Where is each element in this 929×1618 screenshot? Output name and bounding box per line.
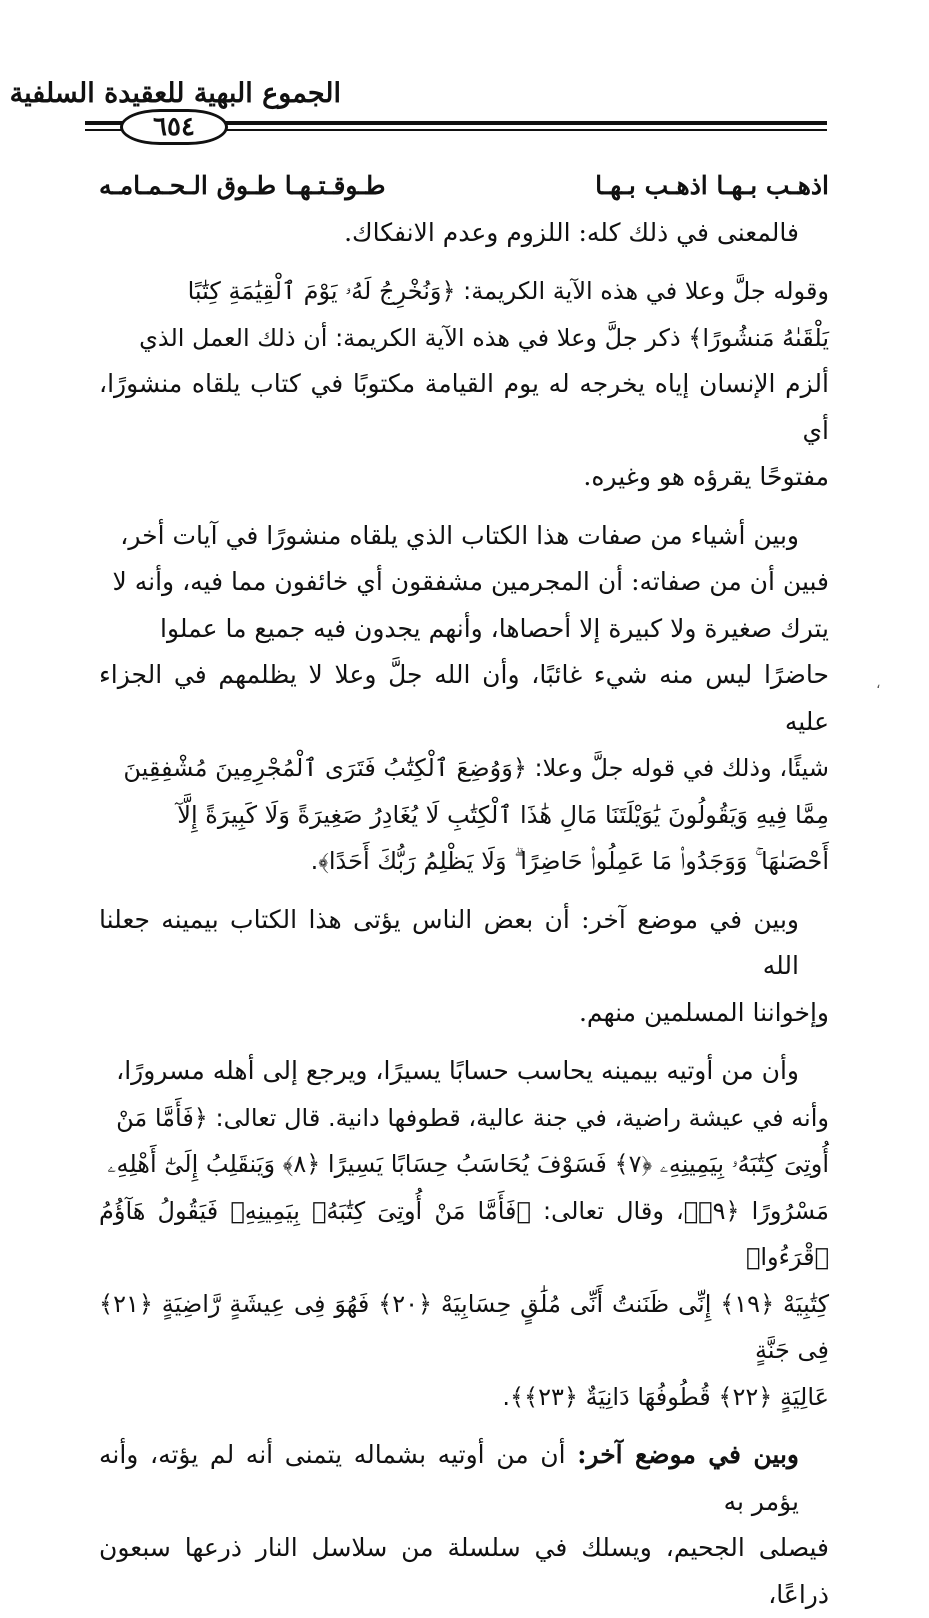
running-header-title: الجموع البهية للعقيدة السلفية	[9, 78, 341, 109]
page-number-badge: ٦٥٤	[120, 109, 228, 145]
poem-verse	[99, 163, 829, 210]
paragraph-line: فيصلى الجحيم، ويسلك في سلسلة من سلاسل النار ذرعها سبعون ذراعًا،	[99, 1533, 829, 1609]
paragraph-line: مفتوحًا يقرؤه هو وغيره.	[583, 462, 829, 491]
paragraph-line	[99, 1432, 829, 1525]
poem-first-hemistich: اذهـب بـهـا اذهـب بـهـا	[595, 171, 829, 200]
paragraph-line: أَحْصَىٰهَا ۚ وَوَجَدُوا۟ مَا عَمِلُوا۟ حَاضِرًا ۗ وَلَا يَظْلِمُ رَبُّكَ أَحَدًا﴾.	[310, 847, 829, 875]
poem-second-hemistich: طـوقـتـهـا طـوق الـحـمـامـه	[99, 171, 386, 200]
paragraph-line: مِمَّا فِيهِ وَيَقُولُونَ يَٰوَيْلَتَنَا مَالِ هَٰذَا ٱلْكِتَٰبِ لَا يُغَادِرُ صَغِيرَةً وَلَا كَبِيرَةً إِلَّآ	[177, 800, 829, 829]
paragraph-line: يترك صغيرة ولا كبيرة إلا أحصاها، وأنهم يجدون فيه جميع ما عملوا	[160, 613, 829, 643]
paragraph-line: فبين أن من صفاته: أن المجرمين مشفقون أي خائفون مما فيه، وأنه لا	[112, 567, 829, 596]
paragraph-gap	[99, 501, 829, 513]
paragraph-gap	[99, 885, 829, 897]
page-body	[99, 163, 829, 1618]
paragraph-line: وإخواننا المسلمين منهم.	[578, 997, 829, 1027]
paragraph-line: فالمعنى في ذلك كله: اللزوم وعدم الانفكاك.	[344, 217, 799, 247]
paragraph-line: وأنه في عيشة راضية، في جنة عالية، قطوفها دانية. قال تعالى: ﴿فَأَمَّا مَنْ	[116, 1103, 829, 1132]
margin-mark: ،	[876, 676, 881, 692]
paragraph-line: أُوتِىَ كِتَٰبَهُۥ بِيَمِينِهِۦ ﴿٧﴾ فَسَوْفَ يُحَاسَبُ حِسَابًا يَسِيرًا ﴿٨﴾ وَيَنقَلِبُ إِلَىٰٓ أَهْلِهِۦ	[107, 1150, 829, 1178]
paragraph-gap	[99, 1420, 829, 1432]
paragraph-line: وقوله جلَّ وعلا في هذه الآية الكريمة: ﴿وَنُخْرِجُ لَهُۥ يَوْمَ ٱلْقِيَٰمَةِ كِتَٰبًا	[187, 277, 829, 305]
paragraph-line: وبين في موضع آخر: أن بعض الناس يؤتى هذا الكتاب بيمينه جعلنا الله	[99, 904, 799, 980]
paragraph-line: يَلْقَىٰهُ مَنشُورًا﴾ ذكر جلَّ وعلا في هذه الآية الكريمة: أن ذلك العمل الذي	[139, 323, 829, 352]
paragraph-line: حاضرًا ليس منه شيء غائبًا، وأن الله جلَّ وعلا لا يظلمهم في الجزاء عليه	[99, 660, 829, 736]
paragraph-gap	[99, 1036, 829, 1048]
paragraph-gap	[99, 256, 829, 268]
paragraph-line: وبين أشياء من صفات هذا الكتاب الذي يلقاه منشورًا في آيات أخر،	[120, 520, 799, 550]
bold-lead-phrase: وبين في موضع آخر:	[577, 1440, 799, 1469]
paragraph-line: ألزم الإنسان إياه يخرجه له يوم القيامة مكتوبًا في كتاب يلقاه منشورًا، أي	[99, 369, 829, 445]
paragraph-line: مَسْرُورًا ﴿٩﴾﴾، وقال تعالى: ﴿فَأَمَّا مَنْ أُوتِىَ كِتَٰبَهُۥ بِيَمِينِهِۦ فَيَقُولُ هَآؤُمُ ٱقْرَءُوا۟	[99, 1196, 829, 1271]
paragraph-line: عَالِيَةٍ ﴿٢٢﴾ قُطُوفُهَا دَانِيَةٌ ﴿٢٣﴾﴾.	[502, 1382, 829, 1411]
paragraph-line: كِتَٰبِيَهْ ﴿١٩﴾ إِنِّى ظَنَنتُ أَنِّى مُلَٰقٍ حِسَابِيَهْ ﴿٢٠﴾ فَهُوَ فِى عِيشَةٍ رَّاضِيَةٍ ﴿٢١﴾ فِى جَنَّةٍ	[99, 1289, 829, 1364]
paragraph-line: شيئًا، وذلك في قوله جلَّ وعلا: ﴿وَوُضِعَ ٱلْكِتَٰبُ فَتَرَى ٱلْمُجْرِمِينَ مُشْفِقِينَ	[123, 754, 829, 782]
paragraph-line-rest: أن من أوتيه بشماله يتمنى أنه لم يؤته، وأنه يؤمر به	[99, 1440, 799, 1516]
paragraph-line: وأن من أوتيه بيمينه يحاسب حسابًا يسيرًا، ويرجع إلى أهله مسرورًا،	[116, 1056, 799, 1085]
